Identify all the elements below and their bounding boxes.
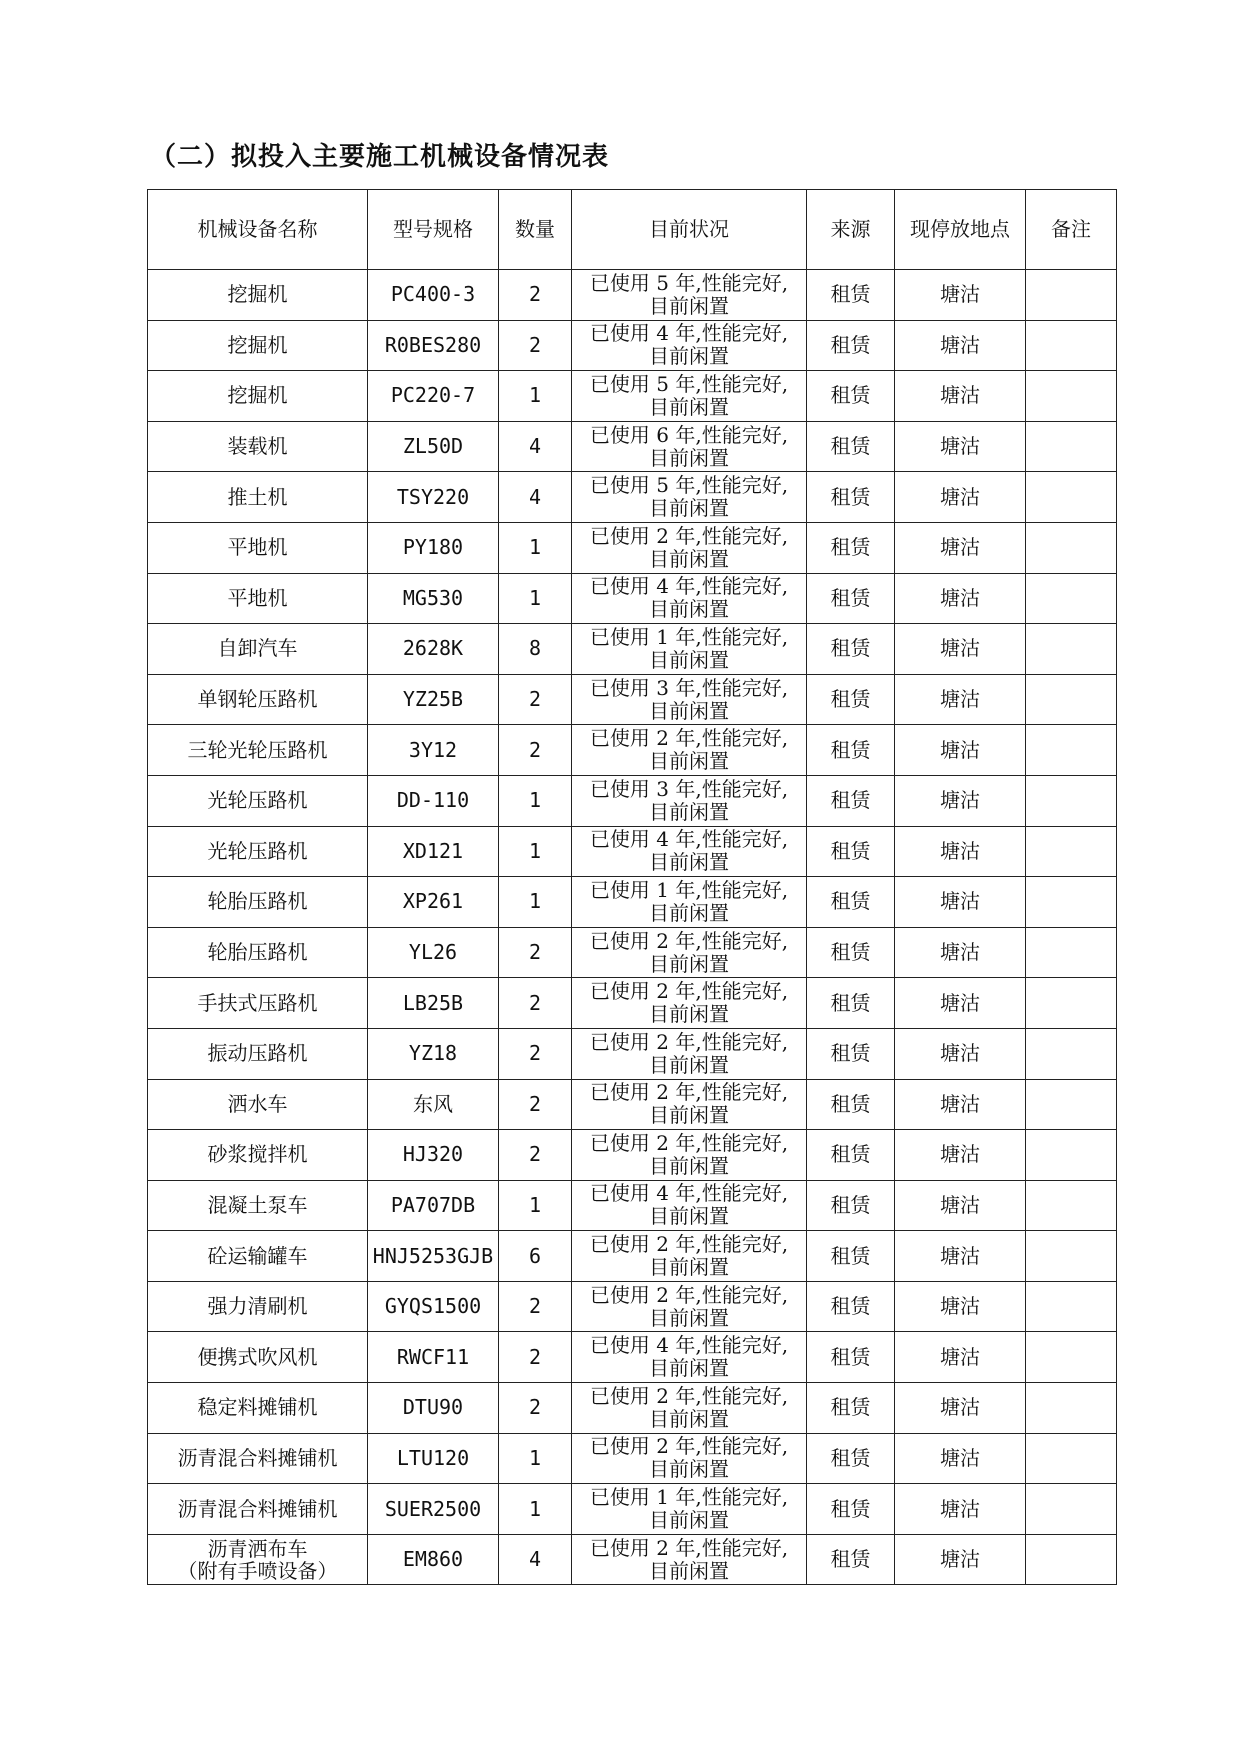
remark-cell <box>1026 624 1117 675</box>
source-cell: 租赁 <box>807 826 895 877</box>
source-cell: 租赁 <box>807 978 895 1029</box>
remark-cell <box>1026 270 1117 321</box>
status-line-1: 已使用 4 年,性能完好, <box>589 321 789 346</box>
equipment-name-cell: 光轮压路机 <box>148 775 368 826</box>
remark-cell <box>1026 522 1117 573</box>
equipment-name-cell: 手扶式压路机 <box>148 978 368 1029</box>
remark-cell <box>1026 927 1117 978</box>
status-cell <box>572 1281 807 1332</box>
table-row <box>148 1231 1117 1282</box>
status-cell <box>572 1028 807 1079</box>
location-cell: 塘沽 <box>895 320 1026 371</box>
location-cell: 塘沽 <box>895 1231 1026 1282</box>
status-cell <box>572 522 807 573</box>
equipment-name-cell: 沥青混合料摊铺机 <box>148 1433 368 1484</box>
status-line-2: 目前闲置 <box>649 1305 729 1330</box>
table-row <box>148 826 1117 877</box>
model-cell: 2628K <box>368 624 499 675</box>
model-cell: DTU90 <box>368 1383 499 1434</box>
header-location: 现停放地点 <box>895 190 1026 270</box>
table-row <box>148 320 1117 371</box>
status-line-2: 目前闲置 <box>649 1508 729 1533</box>
status-cell <box>572 270 807 321</box>
equipment-name-cell: 挖掘机 <box>148 320 368 371</box>
status-line-2: 目前闲置 <box>649 1002 729 1027</box>
equipment-name-cell: 装载机 <box>148 421 368 472</box>
status-cell <box>572 624 807 675</box>
remark-cell <box>1026 1180 1117 1231</box>
status-cell <box>572 1534 807 1585</box>
equipment-name-cell: 沥青混合料摊铺机 <box>148 1484 368 1535</box>
status-line-2: 目前闲置 <box>649 394 729 419</box>
remark-cell <box>1026 1281 1117 1332</box>
table-row <box>148 1433 1117 1484</box>
table-row <box>148 674 1117 725</box>
model-cell: SUER2500 <box>368 1484 499 1535</box>
model-cell: YL26 <box>368 927 499 978</box>
status-cell <box>572 1079 807 1130</box>
equipment-name-cell: 三轮光轮压路机 <box>148 725 368 776</box>
status-line-1: 已使用 1 年,性能完好, <box>589 1485 789 1510</box>
status-line-2: 目前闲置 <box>649 749 729 774</box>
remark-cell <box>1026 1028 1117 1079</box>
source-cell: 租赁 <box>807 522 895 573</box>
source-cell: 租赁 <box>807 1079 895 1130</box>
remark-cell <box>1026 320 1117 371</box>
table-row <box>148 472 1117 523</box>
status-line-2: 目前闲置 <box>649 850 729 875</box>
status-cell <box>572 371 807 422</box>
source-cell: 租赁 <box>807 1433 895 1484</box>
status-line-2: 目前闲置 <box>649 698 729 723</box>
status-line-2: 目前闲置 <box>649 1356 729 1381</box>
table-row <box>148 1079 1117 1130</box>
status-line-1: 已使用 3 年,性能完好, <box>589 776 789 801</box>
location-cell: 塘沽 <box>895 877 1026 928</box>
quantity-cell: 2 <box>499 270 572 321</box>
source-cell: 租赁 <box>807 674 895 725</box>
quantity-cell: 2 <box>499 927 572 978</box>
equipment-name-cell: 稳定料摊铺机 <box>148 1383 368 1434</box>
quantity-cell: 2 <box>499 725 572 776</box>
table-row <box>148 1332 1117 1383</box>
quantity-cell: 1 <box>499 1433 572 1484</box>
equipment-name-cell: 自卸汽车 <box>148 624 368 675</box>
status-line-1: 已使用 2 年,性能完好, <box>589 1080 789 1105</box>
model-cell: PC220-7 <box>368 371 499 422</box>
model-cell: YZ18 <box>368 1028 499 1079</box>
status-line-1: 已使用 2 年,性能完好, <box>589 1282 789 1307</box>
model-cell: PC400-3 <box>368 270 499 321</box>
model-cell: XD121 <box>368 826 499 877</box>
location-cell: 塘沽 <box>895 1332 1026 1383</box>
location-cell: 塘沽 <box>895 725 1026 776</box>
status-line-2: 目前闲置 <box>649 1153 729 1178</box>
equipment-name-cell: 洒水车 <box>148 1079 368 1130</box>
equipment-name-cell: 单钢轮压路机 <box>148 674 368 725</box>
source-cell: 租赁 <box>807 320 895 371</box>
quantity-cell: 1 <box>499 522 572 573</box>
equipment-name-cell: 便携式吹风机 <box>148 1332 368 1383</box>
location-cell: 塘沽 <box>895 775 1026 826</box>
status-line-1: 已使用 5 年,性能完好, <box>589 473 789 498</box>
remark-cell <box>1026 1383 1117 1434</box>
status-line-2: 目前闲置 <box>649 546 729 571</box>
status-line-2: 目前闲置 <box>649 1204 729 1229</box>
table-row <box>148 1028 1117 1079</box>
equipment-name-cell: 轮胎压路机 <box>148 877 368 928</box>
header-name: 机械设备名称 <box>148 190 368 270</box>
table-row <box>148 877 1117 928</box>
equipment-name-cell: 砼运输罐车 <box>148 1231 368 1282</box>
remark-cell <box>1026 1130 1117 1181</box>
table-row <box>148 270 1117 321</box>
table-row <box>148 371 1117 422</box>
source-cell: 租赁 <box>807 573 895 624</box>
status-line-2: 目前闲置 <box>649 1052 729 1077</box>
location-cell: 塘沽 <box>895 1028 1026 1079</box>
equipment-table <box>147 189 1117 1585</box>
model-cell: MG530 <box>368 573 499 624</box>
remark-cell <box>1026 1079 1117 1130</box>
status-line-1: 已使用 3 年,性能完好, <box>589 675 789 700</box>
location-cell: 塘沽 <box>895 1433 1026 1484</box>
status-cell <box>572 472 807 523</box>
remark-cell <box>1026 826 1117 877</box>
table-header-row <box>148 190 1117 270</box>
status-line-2: 目前闲置 <box>649 1255 729 1280</box>
location-cell: 塘沽 <box>895 624 1026 675</box>
location-cell: 塘沽 <box>895 421 1026 472</box>
header-remark: 备注 <box>1026 190 1117 270</box>
status-cell <box>572 1231 807 1282</box>
status-line-1: 已使用 6 年,性能完好, <box>589 422 789 447</box>
status-line-1: 已使用 4 年,性能完好, <box>589 1181 789 1206</box>
quantity-cell: 4 <box>499 472 572 523</box>
equipment-name-cell: 挖掘机 <box>148 270 368 321</box>
status-line-1: 已使用 2 年,性能完好, <box>589 523 789 548</box>
status-cell <box>572 1180 807 1231</box>
source-cell: 租赁 <box>807 472 895 523</box>
remark-cell <box>1026 978 1117 1029</box>
status-line-1: 已使用 4 年,性能完好, <box>589 574 789 599</box>
location-cell: 塘沽 <box>895 1079 1026 1130</box>
model-cell: DD-110 <box>368 775 499 826</box>
source-cell: 租赁 <box>807 1534 895 1585</box>
table-row <box>148 522 1117 573</box>
status-cell <box>572 1484 807 1535</box>
quantity-cell: 2 <box>499 320 572 371</box>
remark-cell <box>1026 1484 1117 1535</box>
equipment-name-cell: 强力清刷机 <box>148 1281 368 1332</box>
model-cell: PA707DB <box>368 1180 499 1231</box>
source-cell: 租赁 <box>807 624 895 675</box>
location-cell: 塘沽 <box>895 1383 1026 1434</box>
status-line-1: 已使用 2 年,性能完好, <box>589 1029 789 1054</box>
quantity-cell: 1 <box>499 1484 572 1535</box>
header-status: 目前状况 <box>572 190 807 270</box>
table-row <box>148 1180 1117 1231</box>
source-cell: 租赁 <box>807 1383 895 1434</box>
table-row <box>148 573 1117 624</box>
table-row <box>148 775 1117 826</box>
status-line-2: 目前闲置 <box>649 496 729 521</box>
status-line-2: 目前闲置 <box>649 1103 729 1128</box>
source-cell: 租赁 <box>807 1028 895 1079</box>
source-cell: 租赁 <box>807 877 895 928</box>
source-cell: 租赁 <box>807 725 895 776</box>
equipment-name-cell: 挖掘机 <box>148 371 368 422</box>
quantity-cell: 2 <box>499 1079 572 1130</box>
location-cell: 塘沽 <box>895 1130 1026 1181</box>
table-row <box>148 725 1117 776</box>
quantity-cell: 2 <box>499 1383 572 1434</box>
model-cell: XP261 <box>368 877 499 928</box>
location-cell: 塘沽 <box>895 1281 1026 1332</box>
location-cell: 塘沽 <box>895 927 1026 978</box>
source-cell: 租赁 <box>807 1281 895 1332</box>
status-line-1: 已使用 2 年,性能完好, <box>589 1535 789 1560</box>
quantity-cell: 2 <box>499 1130 572 1181</box>
status-line-2: 目前闲置 <box>649 445 729 470</box>
table-row <box>148 978 1117 1029</box>
remark-cell <box>1026 1534 1117 1585</box>
source-cell: 租赁 <box>807 775 895 826</box>
quantity-cell: 4 <box>499 421 572 472</box>
status-cell <box>572 1433 807 1484</box>
source-cell: 租赁 <box>807 1130 895 1181</box>
status-cell <box>572 775 807 826</box>
quantity-cell: 1 <box>499 573 572 624</box>
model-cell: ZL50D <box>368 421 499 472</box>
status-line-1: 已使用 4 年,性能完好, <box>589 827 789 852</box>
equipment-name-cell: 轮胎压路机 <box>148 927 368 978</box>
quantity-cell: 1 <box>499 877 572 928</box>
location-cell: 塘沽 <box>895 270 1026 321</box>
page-title: （二）拟投入主要施工机械设备情况表 <box>150 142 610 172</box>
status-line-1: 已使用 2 年,性能完好, <box>589 1130 789 1155</box>
location-cell: 塘沽 <box>895 371 1026 422</box>
quantity-cell: 2 <box>499 978 572 1029</box>
model-cell: HJ320 <box>368 1130 499 1181</box>
header-model: 型号规格 <box>368 190 499 270</box>
status-line-1: 已使用 2 年,性能完好, <box>589 1434 789 1459</box>
status-line-1: 已使用 1 年,性能完好, <box>589 877 789 902</box>
status-line-1: 已使用 5 年,性能完好, <box>589 371 789 396</box>
remark-cell <box>1026 877 1117 928</box>
remark-cell <box>1026 371 1117 422</box>
model-cell: RWCF11 <box>368 1332 499 1383</box>
status-cell <box>572 725 807 776</box>
location-cell: 塘沽 <box>895 472 1026 523</box>
table-row <box>148 927 1117 978</box>
status-cell <box>572 320 807 371</box>
table-row <box>148 421 1117 472</box>
remark-cell <box>1026 775 1117 826</box>
location-cell: 塘沽 <box>895 1484 1026 1535</box>
status-line-2: 目前闲置 <box>649 951 729 976</box>
equipment-name-cell: 平地机 <box>148 522 368 573</box>
source-cell: 租赁 <box>807 1231 895 1282</box>
model-cell: PY180 <box>368 522 499 573</box>
model-cell: TSY220 <box>368 472 499 523</box>
status-cell <box>572 978 807 1029</box>
table-row <box>148 1534 1117 1585</box>
quantity-cell: 2 <box>499 1281 572 1332</box>
quantity-cell: 1 <box>499 371 572 422</box>
equipment-name-cell: 砂浆搅拌机 <box>148 1130 368 1181</box>
location-cell: 塘沽 <box>895 978 1026 1029</box>
status-line-2: 目前闲置 <box>649 1558 729 1583</box>
status-line-2: 目前闲置 <box>649 344 729 369</box>
equipment-name-cell: 平地机 <box>148 573 368 624</box>
model-cell: GYQS1500 <box>368 1281 499 1332</box>
quantity-cell: 1 <box>499 775 572 826</box>
table-row <box>148 1281 1117 1332</box>
quantity-cell: 2 <box>499 1332 572 1383</box>
source-cell: 租赁 <box>807 1484 895 1535</box>
location-cell: 塘沽 <box>895 522 1026 573</box>
status-cell <box>572 1332 807 1383</box>
equipment-name-cell: 混凝土泵车 <box>148 1180 368 1231</box>
location-cell: 塘沽 <box>895 1180 1026 1231</box>
status-cell <box>572 573 807 624</box>
table-row <box>148 624 1117 675</box>
model-cell: R0BES280 <box>368 320 499 371</box>
location-cell: 塘沽 <box>895 573 1026 624</box>
status-line-2: 目前闲置 <box>649 597 729 622</box>
source-cell: 租赁 <box>807 1332 895 1383</box>
location-cell: 塘沽 <box>895 826 1026 877</box>
source-cell: 租赁 <box>807 371 895 422</box>
status-line-2: 目前闲置 <box>649 900 729 925</box>
location-cell: 塘沽 <box>895 674 1026 725</box>
quantity-cell: 4 <box>499 1534 572 1585</box>
status-line-1: 已使用 5 年,性能完好, <box>589 270 789 295</box>
status-line-1: 已使用 2 年,性能完好, <box>589 928 789 953</box>
status-cell <box>572 1130 807 1181</box>
quantity-cell: 1 <box>499 826 572 877</box>
table-row <box>148 1383 1117 1434</box>
source-cell: 租赁 <box>807 270 895 321</box>
remark-cell <box>1026 674 1117 725</box>
remark-cell <box>1026 472 1117 523</box>
remark-cell <box>1026 1332 1117 1383</box>
source-cell: 租赁 <box>807 1180 895 1231</box>
model-cell: YZ25B <box>368 674 499 725</box>
quantity-cell: 1 <box>499 1180 572 1231</box>
header-source: 来源 <box>807 190 895 270</box>
model-cell: 3Y12 <box>368 725 499 776</box>
status-line-1: 已使用 2 年,性能完好, <box>589 726 789 751</box>
status-line-2: 目前闲置 <box>649 799 729 824</box>
status-line-1: 已使用 4 年,性能完好, <box>589 1333 789 1358</box>
remark-cell <box>1026 421 1117 472</box>
status-line-2: 目前闲置 <box>649 1406 729 1431</box>
remark-cell <box>1026 1433 1117 1484</box>
status-cell <box>572 826 807 877</box>
quantity-cell: 2 <box>499 1028 572 1079</box>
remark-cell <box>1026 573 1117 624</box>
status-line-1: 已使用 2 年,性能完好, <box>589 979 789 1004</box>
status-line-2: 目前闲置 <box>649 1457 729 1482</box>
location-cell: 塘沽 <box>895 1534 1026 1585</box>
equipment-name-cell: 沥青洒布车 （附有手喷设备） <box>148 1534 368 1585</box>
source-cell: 租赁 <box>807 927 895 978</box>
status-line-1: 已使用 1 年,性能完好, <box>589 624 789 649</box>
status-cell <box>572 421 807 472</box>
equipment-name-cell: 振动压路机 <box>148 1028 368 1079</box>
quantity-cell: 8 <box>499 624 572 675</box>
status-cell <box>572 877 807 928</box>
quantity-cell: 6 <box>499 1231 572 1282</box>
status-line-1: 已使用 2 年,性能完好, <box>589 1232 789 1257</box>
quantity-cell: 2 <box>499 674 572 725</box>
header-qty: 数量 <box>499 190 572 270</box>
model-cell: LTU120 <box>368 1433 499 1484</box>
remark-cell <box>1026 1231 1117 1282</box>
model-cell: EM860 <box>368 1534 499 1585</box>
status-cell <box>572 927 807 978</box>
remark-cell <box>1026 725 1117 776</box>
model-cell: 东风 <box>368 1079 499 1130</box>
status-line-2: 目前闲置 <box>649 293 729 318</box>
model-cell: LB25B <box>368 978 499 1029</box>
status-cell <box>572 674 807 725</box>
source-cell: 租赁 <box>807 421 895 472</box>
status-line-1: 已使用 2 年,性能完好, <box>589 1383 789 1408</box>
status-cell <box>572 1383 807 1434</box>
equipment-name-cell: 光轮压路机 <box>148 826 368 877</box>
status-line-2: 目前闲置 <box>649 647 729 672</box>
equipment-name-cell: 推土机 <box>148 472 368 523</box>
table-row <box>148 1130 1117 1181</box>
model-cell: HNJ5253GJB <box>368 1231 499 1282</box>
table-row <box>148 1484 1117 1535</box>
